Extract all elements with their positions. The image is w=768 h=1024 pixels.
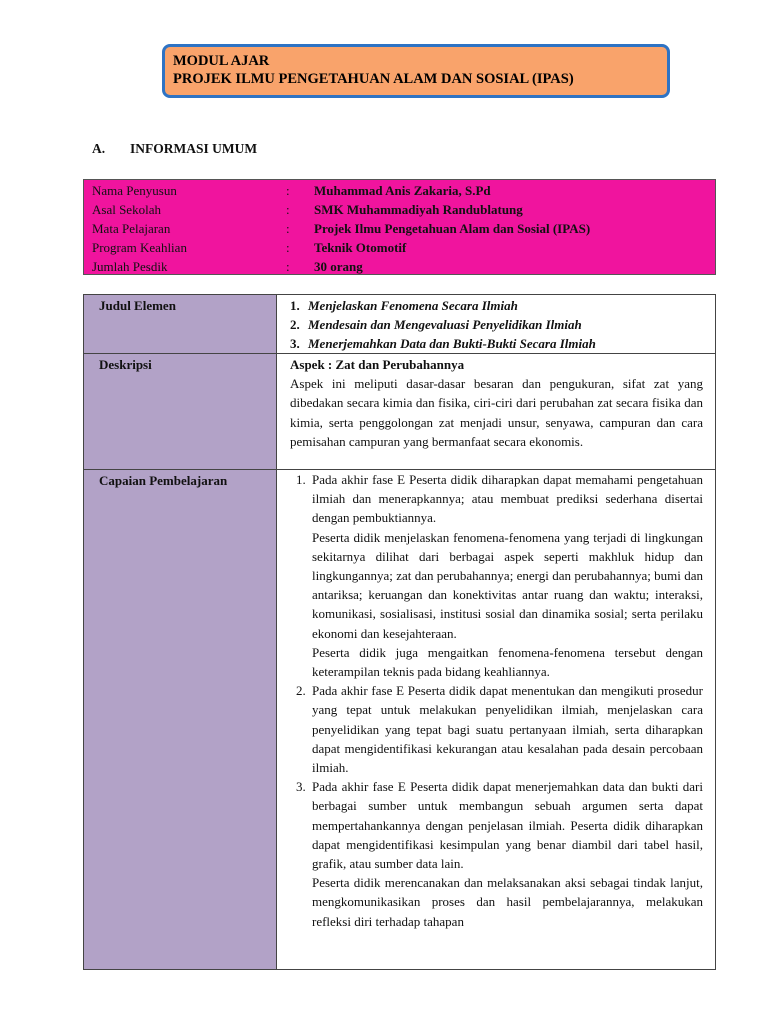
info-value: Projek Ilmu Pengetahuan Alam dan Sosial (IPAS) — [314, 221, 591, 236]
section-title: INFORMASI UMUM — [130, 141, 258, 156]
outcome-paragraph: Peserta didik menjelaskan fenomena-fenomena yang terjadi di lingkungan sekitarnya dilihat dari berbagai aspek seperti makhluk hidup dan lingkungannya; zat dan perubahannya; energi dan perubahannya; bumi dan antariksa; keruangan dan konektivitas antar ruang dan waktu; interaksi, komunikasi, sosialisasi, institusi sosial dan dinamika sosial; serta perilaku ekonomi dan kesejahteraan. — [312, 529, 703, 641]
list-item: 3. Menerjemahkan Data dan Bukti-Bukti Secara Ilmiah — [290, 336, 596, 352]
row-label-description: Deskripsi — [84, 354, 277, 469]
info-row-author — [92, 181, 715, 200]
description-cell — [277, 354, 715, 469]
row-label-outcomes: Capaian Pembelajaran — [84, 470, 277, 970]
elements-cell — [277, 295, 715, 353]
document-title-line1: MODUL AJAR — [173, 53, 270, 69]
info-colon: : — [286, 259, 290, 274]
section-letter: A. — [92, 141, 106, 156]
row-label-elements: Judul Elemen — [84, 295, 277, 353]
document-title-box — [162, 44, 670, 98]
info-row-school — [92, 200, 715, 219]
info-colon: : — [286, 240, 290, 255]
outcome-paragraph: Pada akhir fase E Peserta didik diharapkan dapat memahami pengetahuan ilmiah dan menerapkannya; atau membuat prediksi sederhana disertai dengan pembuktiannya. — [312, 472, 703, 526]
info-row-students — [92, 257, 715, 276]
info-label: Mata Pelajaran — [92, 221, 171, 236]
outcome-paragraph: Peserta didik juga mengaitkan fenomena-fenomena tersebut dengan keterampilan teknis pada bidang keahliannya. — [312, 644, 703, 680]
info-colon: : — [286, 221, 290, 236]
outcome-paragraph: Peserta didik merencanakan dan melaksanakan aksi sebagai tindak lanjut, mengkomunikasikan proses dan hasil pembelajarannya, melakukan refleksi diri terhadap tahapan — [312, 875, 703, 929]
info-label: Asal Sekolah — [92, 202, 161, 217]
document-title-line2: PROJEK ILMU PENGETAHUAN ALAM DAN SOSIAL (IPAS) — [173, 71, 574, 87]
outcome-paragraph: Pada akhir fase E Peserta didik dapat menerjemahkan data dan bukti dari berbagai sumber untuk membangun sebuah argumen serta dapat mempertahankannya dengan penjelasan ilmiah. Peserta didik diharapkan dapat mengidentifikasi kesimpulan yang benar diambil dari tabel hasil, grafik, atau sumber data lain. — [312, 779, 703, 872]
section-heading — [92, 141, 257, 157]
list-item: 2. Mendesain dan Mengevaluasi Penyelidikan Ilmiah — [290, 317, 582, 333]
info-label: Program Keahlian — [92, 240, 187, 255]
info-colon: : — [286, 202, 290, 217]
info-label: Nama Penyusun — [92, 183, 177, 198]
info-value: Teknik Otomotif — [314, 240, 407, 255]
info-value: Muhammad Anis Zakaria, S.Pd — [314, 183, 491, 198]
info-value: 30 orang — [314, 259, 363, 274]
outcomes-cell — [277, 470, 715, 970]
info-value: SMK Muhammadiyah Randublatung — [314, 202, 523, 217]
list-item: 3. Pada akhir fase E Peserta didik dapat menerjemahkan data dan bukti dari berbagai sumber untuk membangun sebuah argumen serta dapat mempertahankannya dengan penjelasan ilmiah. Peserta didik diharapkan dapat mengidentifikasi kesimpulan yang benar diambil dari tabel hasil, grafik, atau sumber data lain. Peserta didik merencanakan dan melaksanakan aksi sebagai tindak lanjut, mengkomunikasikan proses dan hasil pembelajarannya, melakukan refleksi diri terhadap tahapan — [290, 777, 703, 931]
info-row-program — [92, 238, 715, 257]
list-item: 1. Pada akhir fase E Peserta didik diharapkan dapat memahami pengetahuan ilmiah dan menerapkannya; atau membuat prediksi sederhana disertai dengan pembuktiannya. Peserta didik menjelaskan fenomena-fenomena yang terjadi di lingkungan sekitarnya dilihat dari berbagai aspek seperti makhluk hidup dan lingkungannya; zat dan perubahannya; energi dan perubahannya; bumi dan antariksa; keruangan dan konektivitas antar ruang dan waktu; interaksi, komunikasi, sosialisasi, institusi sosial dan dinamika sosial; serta perilaku ekonomi dan kesejahteraan. Peserta didik juga mengaitkan fenomena-fenomena tersebut dengan keterampilan teknis pada bidang keahliannya. — [290, 470, 703, 681]
info-label: Jumlah Pesdik — [92, 259, 168, 274]
list-item: 1. Menjelaskan Fenomena Secara Ilmiah — [290, 298, 518, 313]
outcomes-list — [290, 470, 703, 931]
table-row-outcomes — [84, 470, 715, 970]
table-row-elements — [84, 295, 715, 354]
description-text: Aspek ini meliputi dasar-dasar besaran dan pengukuran, sifat zat yang dibedakan secara kimia dan fisika, ciri-ciri dari perubahan zat secara fisika dan kimia, serta penggolongan zat menjadi unsur, senyawa, campuran dan cara pemisahan campuran yang bermanfaat secara ekonomis. — [290, 376, 703, 449]
general-info-table — [83, 179, 716, 275]
info-colon: : — [286, 183, 290, 198]
list-item: 2. Pada akhir fase E Peserta didik dapat menentukan dan mengikuti prosedur yang tepat untuk melakukan penyelidikan ilmiah, menjelaskan cara penyelidikan yang tepat bagi suatu pertanyaan ilmiah, serta diharapkan dapat mengidentifikasi kekurangan atau kesalahan pada desain percobaan ilmiah. — [290, 681, 703, 777]
elements-list — [290, 296, 703, 354]
learning-elements-table — [83, 294, 716, 970]
table-row-description — [84, 354, 715, 470]
outcome-paragraph: Pada akhir fase E Peserta didik dapat menentukan dan mengikuti prosedur yang tepat untuk melakukan penyelidikan ilmiah, menjelaskan cara penyelidikan yang tepat bagi suatu pertanyaan ilmiah, serta diharapkan dapat mengidentifikasi kekurangan atau kesalahan pada desain percobaan ilmiah. — [312, 683, 703, 776]
info-row-subject — [92, 219, 715, 238]
aspect-title: Aspek : Zat dan Perubahannya — [290, 357, 465, 372]
